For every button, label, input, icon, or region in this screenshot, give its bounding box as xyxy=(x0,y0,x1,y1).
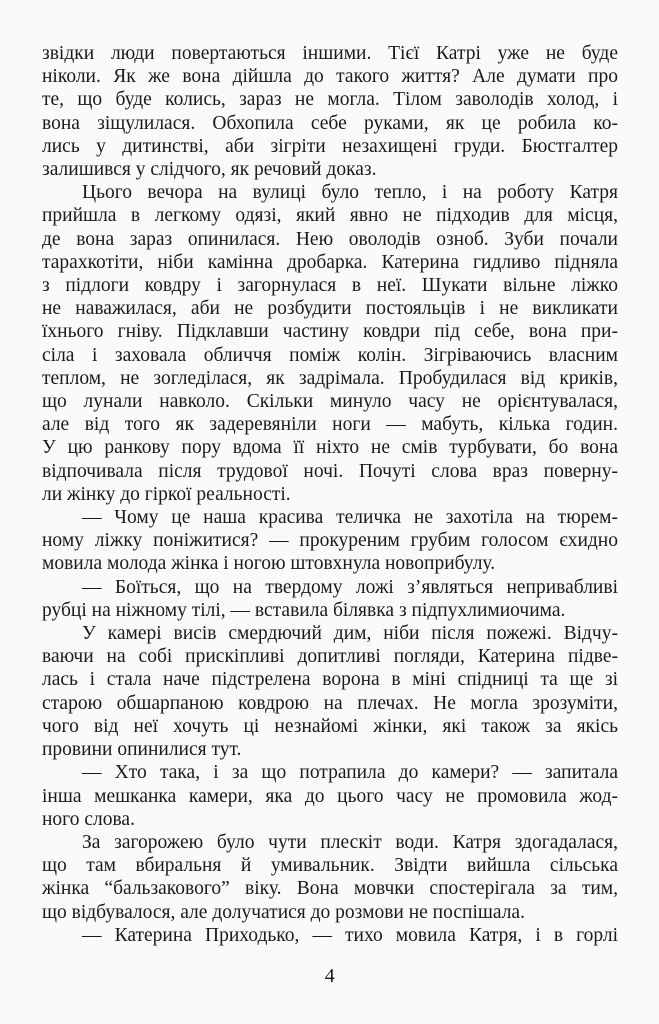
text-line: У камері висів смердючий дим, ніби після пожежі. Відчу- xyxy=(82,623,618,645)
text-line: звідки люди повертаються іншими. Тієї Катрі уже не буде xyxy=(42,43,618,64)
text-line: що лунали навколо. Скільки минуло часу не орієнтувалася, xyxy=(42,391,618,413)
paragraph xyxy=(42,42,618,181)
paragraph xyxy=(42,622,618,761)
text-line: ніколи. Як же вона дійшла до такого життя? Але думати про xyxy=(42,66,618,88)
text-line: інша мешканка камери, яка до цього часу не промовила жод- xyxy=(42,785,618,807)
paragraph xyxy=(42,831,618,924)
text-line: вона зіщулилася. Обхопила себе руками, як це робила ко- xyxy=(42,112,618,134)
text-line: — Катерина Приходько, — тихо мовила Катря, і в горлі xyxy=(82,924,618,946)
paragraph xyxy=(42,924,618,947)
text-line: тарахкотіти, ніби камінна дробарка. Катерина гидливо підняла xyxy=(42,251,618,273)
text-line: але від того як задеревяніли ноги — мабуть, кілька годин. xyxy=(42,414,618,436)
text-line: сіла і заховала обличчя поміж колін. Зігріваючись власним xyxy=(42,344,618,366)
text-line: лись у дитинстві, аби зігріти незахищені груди. Бюстгалтер xyxy=(42,135,618,157)
text-line: залишився у слідчого, як речовий доказ. xyxy=(42,159,377,181)
paragraph xyxy=(42,761,618,831)
text-line: У цю ранкову пору вдома її ніхто не смів турбувати, бо вона xyxy=(42,437,618,459)
text-line: — Хто така, і за що потрапила до камери? — запитала xyxy=(82,762,618,784)
text-line: лась і стала наче підстрелена ворона в міні спідниці та ще зі xyxy=(42,669,618,691)
text-line: ваючи на собі прискіпливі допитливі погляди, Катерина підве- xyxy=(42,646,618,668)
paragraph xyxy=(42,506,618,576)
text-line: відпочивала після трудової ночі. Почуті слова враз поверну- xyxy=(42,460,618,482)
text-line: За загорожею було чути плескіт води. Катря здогадалася, xyxy=(82,831,618,853)
text-line: старою обшарпаною ковдрою на плечах. Не могла зрозуміти, xyxy=(42,692,618,714)
text-line: не наважилася, аби не розбудити постояльців і не викликати xyxy=(42,298,618,320)
text-line: що там вбиральня й умивальник. Звідти вийшла сільська xyxy=(42,855,618,877)
text-line: чого від неї хочуть ці незнайомі жінки, які також за якісь xyxy=(42,715,618,737)
text-line: теплом, не зогледілася, як задрімала. Пробудилася від криків, xyxy=(42,367,618,389)
page-number: 4 xyxy=(324,964,336,987)
paragraph xyxy=(42,576,618,622)
text-line: їхнього гніву. Підклавши частину ковдри під себе, вона при- xyxy=(42,321,618,343)
text-line: жінка “бальзакового” віку. Вона мовчки спостерігала за тим, xyxy=(42,878,618,900)
text-line: ли жінку до гіркої реальності. xyxy=(42,483,291,505)
text-line: що відбувалося, але долучатися до розмови не поспішала. xyxy=(42,901,525,923)
text-line: Цього вечора на вулиці було тепло, і на роботу Катря xyxy=(82,182,618,204)
text-line: провини опинилися тут. xyxy=(42,739,242,761)
text-line: прийшла в легкому одязі, який явно не підходив для місця, xyxy=(42,205,618,227)
text-line: те, що буде колись, зараз не могла. Тілом заволодів холод, і xyxy=(42,89,618,111)
text-line: ного слова. xyxy=(42,808,135,830)
text-line: мовила молода жінка і ногою штовхнула новоприбулу. xyxy=(42,553,496,575)
text-line: ному ліжку поніжитися? — прокуреним грубим голосом єхидно xyxy=(42,530,618,552)
text-line: де вона зараз опинилася. Нею оволодів озноб. Зуби почали xyxy=(42,228,618,250)
paragraph xyxy=(42,181,618,506)
text-line: рубці на ніжному тілі, — вставила білявка з підпухлимиочима. xyxy=(42,599,566,621)
text-line: з підлоги ковдру і загорнулася в неї. Шукати вільне ліжко xyxy=(42,275,618,297)
text-line: — Чому це наша красива теличка не захотіла на тюрем- xyxy=(82,507,618,529)
text-block xyxy=(42,42,618,947)
text-line: — Боїться, що на твердому ложі з’являться непривабливі xyxy=(82,576,618,598)
